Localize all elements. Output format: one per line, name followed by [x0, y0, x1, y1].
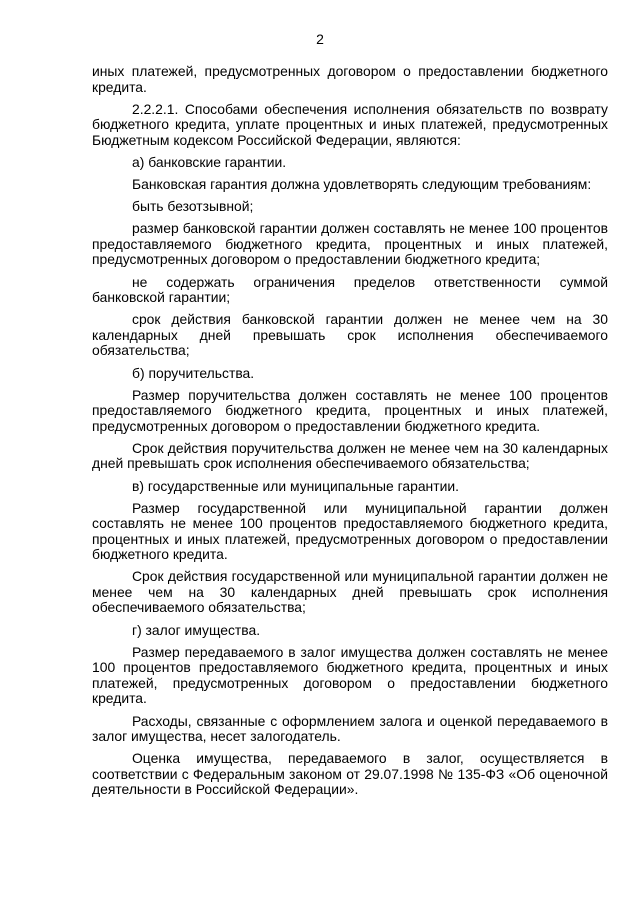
paragraph-continuation: иных платежей, предусмотренных договором о предоставлении бюджетного кредита. [92, 63, 608, 95]
paragraph-guarantee-requirements: Банковская гарантия должна удовлетворять следующим требованиям: [132, 176, 592, 193]
paragraph-state-guarantee-term: Срок действия государственной или муниципальной гарантии должен не менее чем на 30 календарных дней превышать срок исполнения обеспечиваемого обязательства; [92, 568, 608, 616]
paragraph-item-g-pledge: г) залог имущества. [132, 621, 261, 638]
paragraph-state-guarantee-amount: Размер государственной или муниципальной гарантии должен составлять не менее 100 процентов предоставляемого бюджетного кредита, процентных и иных платежей, предусмотренных договором о предоставлении бюджетного кредита. [92, 499, 608, 563]
paragraph-guarantee-amount: размер банковской гарантии должен составлять не менее 100 процентов предоставляемого бюджетного кредита, процентных и иных платежей, предусмотренных договором о предоставлении бюджетного кредита; [92, 220, 608, 268]
paragraph-clause-2-2-2-1: 2.2.2.1. Способами обеспечения исполнения обязательств по возврату бюджетного кредита, уплате процентных и иных платежей, предусмотренных Бюджетным кодексом Российской Федерации, являются: [92, 100, 608, 148]
paragraph-pledge-amount: Размер передаваемого в залог имущества должен составлять не менее 100 процентов предоставляемого бюджетного кредита, процентных и иных платежей, предусмотренных договором о предоставлении бюджетного кредита. [92, 643, 608, 707]
page-number: 2 [316, 31, 324, 47]
paragraph-no-liability-limits: не содержать ограничения пределов ответственности суммой банковской гарантии; [92, 273, 608, 306]
paragraph-item-a-bank-guarantees: а) банковские гарантии. [132, 153, 287, 170]
paragraph-item-b-suretyship: б) поручительства. [132, 364, 255, 381]
paragraph-pledge-expenses: Расходы, связанные с оформлением залога и оценкой передаваемого в залог имущества, несет залогодатель. [92, 712, 608, 744]
paragraph-suretyship-term: Срок действия поручительства должен не менее чем на 30 календарных дней превышать срок исполнения обеспечиваемого обязательства; [92, 439, 608, 472]
paragraph-guarantee-term: срок действия банковской гарантии должен не менее чем на 30 календарных дней превышать срок исполнения обеспечиваемого обязательства; [92, 311, 608, 359]
paragraph-pledge-valuation: Оценка имущества, передаваемого в залог, осуществляется в соответствии с Федеральным законом от 29.07.1998 № 135-ФЗ «Об оценочной деятельности в Российской Федерации». [92, 750, 608, 798]
paragraph-suretyship-amount: Размер поручительства должен составлять не менее 100 процентов предоставляемого бюджетного кредита, процентных и иных платежей, предусмотренных договором о предоставлении бюджетного кредита. [92, 386, 608, 434]
paragraph-item-v-state-guarantees: в) государственные или муниципальные гарантии. [132, 477, 459, 494]
paragraph-irrevocable: быть безотзывной; [132, 198, 254, 215]
document-body [92, 64, 608, 804]
